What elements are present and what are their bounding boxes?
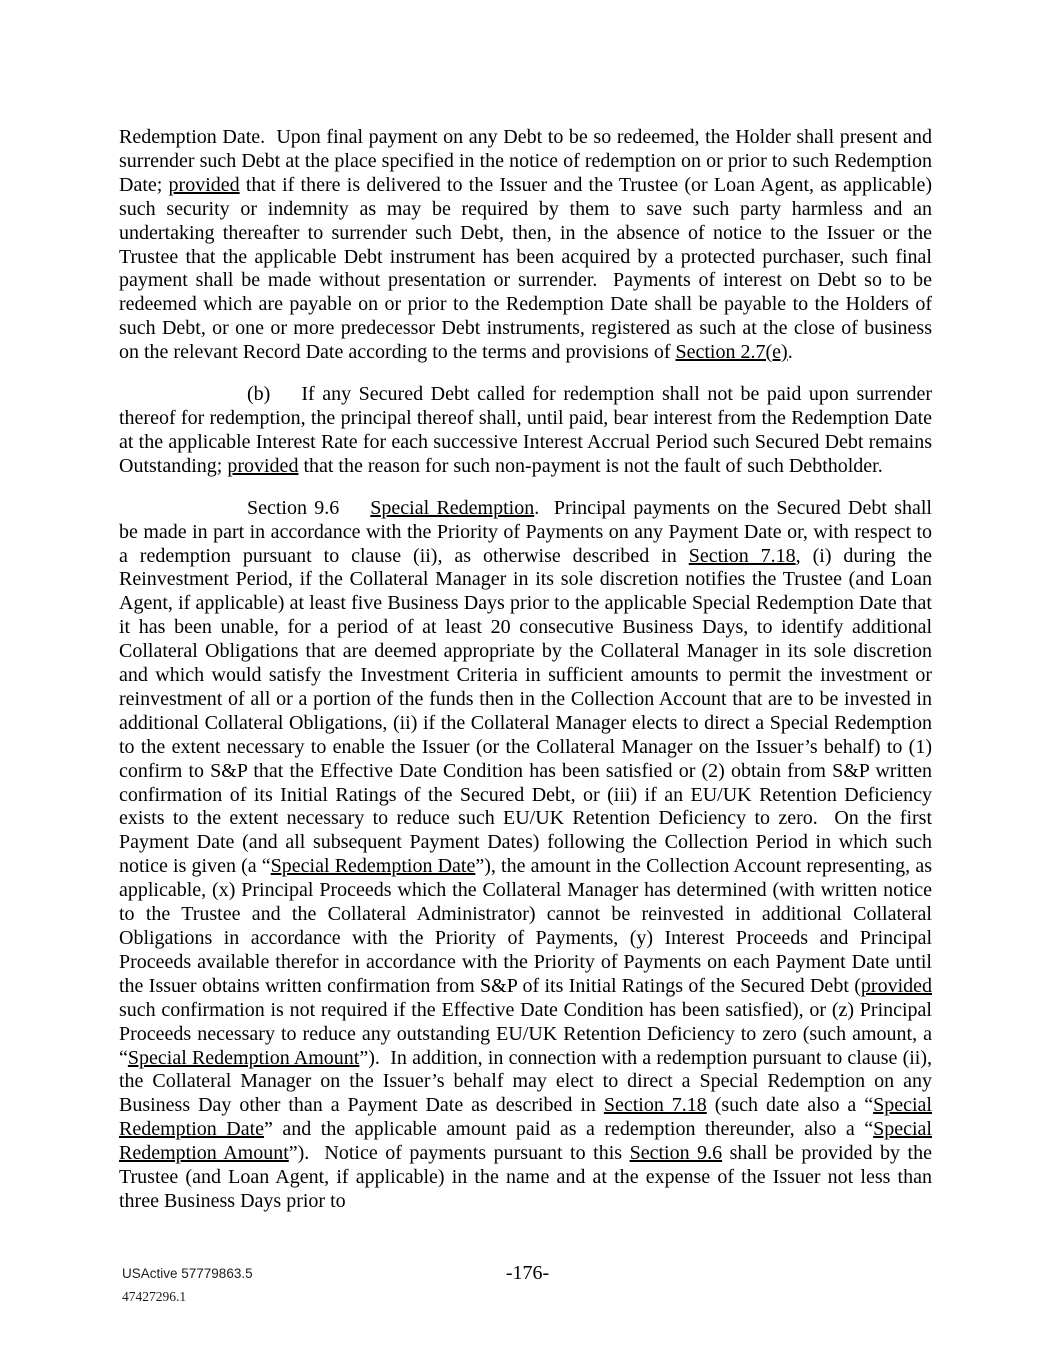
text-run: (such date also a “ bbox=[706, 1094, 874, 1117]
paragraph-redemption-date-continuation bbox=[119, 126, 932, 365]
text-run: ”). Notice of payments pursuant to this bbox=[288, 1142, 630, 1165]
underlined-text-run: Special Redemption Date bbox=[270, 855, 476, 878]
underlined-text-run: provided bbox=[860, 974, 932, 997]
paragraph-clause-b bbox=[119, 383, 932, 479]
underlined-text-run: Section 2.7(e) bbox=[675, 341, 788, 364]
underlined-text-run: Special Redemption bbox=[370, 496, 535, 519]
text-run: ”), the amount in the Collection Account representing, as applicable, (x) Principal Proceeds which the Collateral Manager has determined (with written notice to the Trustee and the Collateral Administrator) cannot be reinvested in additional Collateral Obligations in accordance with the Priority of Payments, (y) Interest Proceeds and Principal Proceeds available therefor in accordance with the Priority of Payments on each Payment Date until the Issuer obtains written confirmation from S&P of its Initial Ratings of the Secured Debt ( bbox=[119, 855, 932, 997]
footer-doc-id-number: 47427296.1 bbox=[122, 1289, 187, 1304]
underlined-text-run: provided bbox=[168, 173, 240, 196]
text-run: Section 9.6 bbox=[247, 496, 340, 519]
underlined-text-run: Special Redemption Amount bbox=[119, 1118, 932, 1165]
text-run: ” and the applicable amount paid as a redemption thereunder, also a “ bbox=[264, 1118, 874, 1141]
paragraph-section-9-6-special-redemption bbox=[119, 497, 932, 1214]
text-run: that if there is delivered to the Issuer and the Trustee (or Loan Agent, as applicable) such security or indemnity as may be required by them to save such party harmless and an undertaking thereafter to surrender such Debt, then, in the absence of notice to the Issuer or the Trustee that the applicable Debt instrument has been acquired by a protected purchaser, such final payment shall be made without presentation or surrender. Payments of interest on Debt so to be redeemed which are payable on or prior to the Redemption Date shall be payable to the Holders of such Debt, or one or more predecessor Debt instruments, registered as such at the close of business on the relevant Record Date according to the terms and provisions of bbox=[119, 173, 932, 364]
text-run: . Principal payments on the Secured Debt shall be made in part in accordance with the Priority of Payments on any Payment Date or, with respect to a redemption pursuant to clause (ii), as otherwise described in bbox=[119, 496, 932, 567]
text-run: If any Secured Debt called for redemption shall not be paid upon surrender thereof for redemption, the principal thereof shall, until paid, bear interest from the Redemption Date at the applicable Interest Rate for each successive Interest Accrual Period such Secured Debt remains Outstanding; bbox=[119, 383, 932, 477]
footer-page-number: -176- bbox=[505, 1262, 550, 1284]
underlined-text-run: Section 9.6 bbox=[629, 1142, 723, 1165]
text-run: that the reason for such non-payment is not the fault of such Debtholder. bbox=[298, 454, 883, 477]
text-run: . bbox=[787, 341, 793, 364]
document-body bbox=[119, 126, 932, 1232]
underlined-text-run: Special Redemption Date bbox=[119, 1094, 932, 1141]
text-run: such confirmation is not required if the Effective Date Condition has been satisfied), or (z) Principal Proceeds necessary to reduce any outstanding EU/UK Retention Deficiency to zero (such amount, a “ bbox=[119, 998, 932, 1069]
text-run: (b) bbox=[247, 383, 271, 406]
underlined-text-run: Section 7.18 bbox=[688, 544, 796, 567]
text-run: , (i) during the Reinvestment Period, if the Collateral Manager in its sole discretion notifies the Trustee (and Loan Agent, if applicable) at least five Business Days prior to the applicable Special Redemption Date that it has been unable, for a period of at least 20 consecutive Business Days, to identify additional Collateral Obligations that are deemed appropriate by the Collateral Manager in its sole discretion and which would satisfy the Investment Criteria in sufficient amounts to permit the investment or reinvestment of all or a portion of the funds then in the Collection Account that are to be invested in additional Collateral Obligations, (ii) if the Collateral Manager elects to direct a Special Redemption to the extent necessary to enable the Issuer (or the Collateral Manager on the Issuer’s behalf) to (1) confirm to S&P that the Effective Date Condition has been satisfied or (2) obtain from S&P written confirmation of its Initial Ratings of the Secured Debt, or (iii) if an EU/UK Retention Deficiency exists to the extent necessary to reduce such EU/UK Retention Deficiency to zero. On the first Payment Date (and all subsequent Payment Dates) following the Collection Period in which such notice is given (a “ bbox=[119, 544, 932, 878]
underlined-text-run: Special Redemption Amount bbox=[127, 1046, 360, 1069]
underlined-text-run: provided bbox=[227, 454, 299, 477]
underlined-text-run: Section 7.18 bbox=[603, 1094, 707, 1117]
text-run: shall be provided by the Trustee (and Loan Agent, if applicable) in the name and at the expense of the Issuer not less than three Business Days prior to bbox=[119, 1142, 932, 1212]
text-run: ”). In addition, in connection with a redemption pursuant to clause (ii), the Collateral Manager on the Issuer’s behalf may elect to direct a Special Redemption on any Business Day other than a Payment Date as described in bbox=[119, 1046, 932, 1117]
text-run: Redemption Date. Upon final payment on any Debt to be so redeemed, the Holder shall present and surrender such Debt at the place specified in the notice of redemption on or prior to such Redemption Date; bbox=[119, 126, 932, 196]
footer-doc-id-usactive: USActive 57779863.5 bbox=[122, 1266, 253, 1281]
